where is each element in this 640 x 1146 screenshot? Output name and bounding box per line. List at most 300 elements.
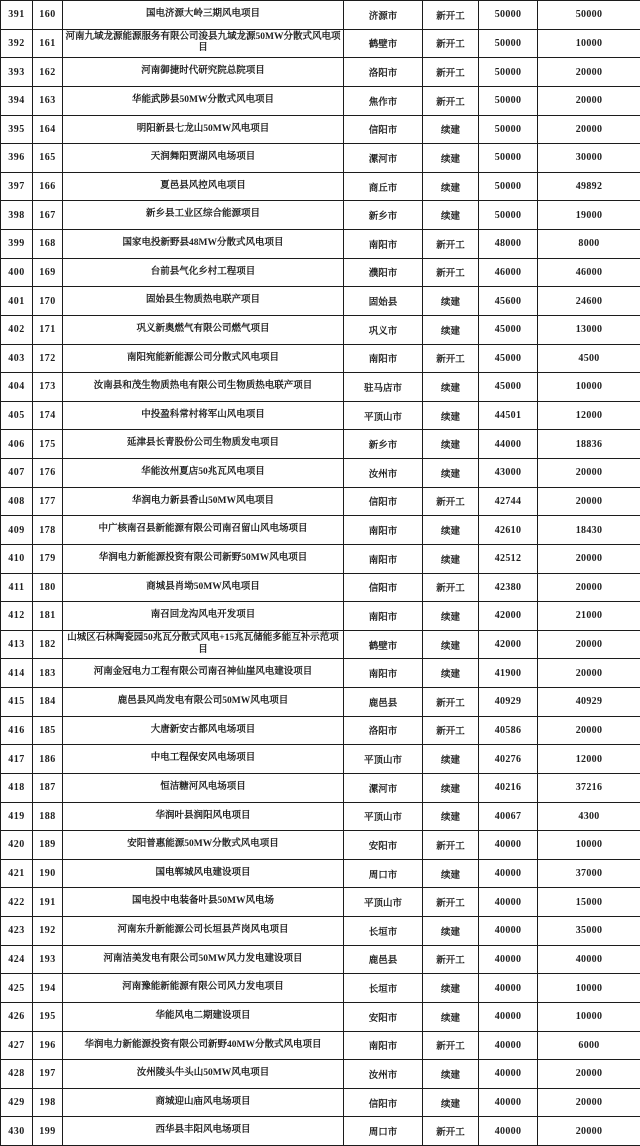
- table-row: [1, 688, 640, 717]
- table-row: [1, 745, 640, 774]
- serial-number-cell: 182: [33, 630, 63, 659]
- total-value-cell: 40216: [479, 773, 538, 802]
- project-name-cell: 恒洁糖河风电场项目: [63, 773, 344, 802]
- city-cell: 驻马店市: [344, 373, 423, 402]
- status-cell: 续建: [423, 201, 479, 230]
- city-cell: 信阳市: [344, 487, 423, 516]
- total-value-cell: 42000: [479, 602, 538, 631]
- total-value-cell: 40000: [479, 1060, 538, 1089]
- row-number-cell: 415: [1, 688, 33, 717]
- city-cell: 南阳市: [344, 1031, 423, 1060]
- city-cell: 南阳市: [344, 659, 423, 688]
- total-value-cell: 50000: [479, 172, 538, 201]
- total-value-cell: 48000: [479, 230, 538, 259]
- year-value-cell: 12000: [538, 745, 640, 774]
- serial-number-cell: 198: [33, 1088, 63, 1117]
- row-number-cell: 404: [1, 373, 33, 402]
- table-row: [1, 602, 640, 631]
- serial-number-cell: 197: [33, 1060, 63, 1089]
- year-value-cell: 40929: [538, 688, 640, 717]
- row-number-cell: 393: [1, 58, 33, 87]
- total-value-cell: 45600: [479, 287, 538, 316]
- status-cell: 续建: [423, 859, 479, 888]
- serial-number-cell: 165: [33, 144, 63, 173]
- city-cell: 南阳市: [344, 344, 423, 373]
- serial-number-cell: 188: [33, 802, 63, 831]
- status-cell: 新开工: [423, 29, 479, 58]
- project-name-cell: 国电郸城风电建设项目: [63, 859, 344, 888]
- serial-number-cell: 173: [33, 373, 63, 402]
- status-cell: 新开工: [423, 831, 479, 860]
- project-name-cell: 夏邑县风控风电项目: [63, 172, 344, 201]
- total-value-cell: 40000: [479, 917, 538, 946]
- project-name-cell: 汝南县和茂生物质热电有限公司生物质热电联产项目: [63, 373, 344, 402]
- row-number-cell: 427: [1, 1031, 33, 1060]
- city-cell: 信阳市: [344, 573, 423, 602]
- city-cell: 信阳市: [344, 1088, 423, 1117]
- project-name-cell: 鹿邑县风尚发电有限公司50MW风电项目: [63, 688, 344, 717]
- project-name-cell: 商城县肖坳50MW风电项目: [63, 573, 344, 602]
- serial-number-cell: 181: [33, 602, 63, 631]
- city-cell: 安阳市: [344, 831, 423, 860]
- status-cell: 续建: [423, 802, 479, 831]
- total-value-cell: 40000: [479, 859, 538, 888]
- row-number-cell: 430: [1, 1117, 33, 1146]
- status-cell: 新开工: [423, 58, 479, 87]
- row-number-cell: 395: [1, 115, 33, 144]
- total-value-cell: 40000: [479, 1117, 538, 1146]
- status-cell: 续建: [423, 745, 479, 774]
- year-value-cell: 30000: [538, 144, 640, 173]
- city-cell: 固始县: [344, 287, 423, 316]
- serial-number-cell: 194: [33, 974, 63, 1003]
- year-value-cell: 10000: [538, 29, 640, 58]
- total-value-cell: 44501: [479, 401, 538, 430]
- year-value-cell: 50000: [538, 1, 640, 30]
- table-row: [1, 315, 640, 344]
- status-cell: 新开工: [423, 688, 479, 717]
- city-cell: 商丘市: [344, 172, 423, 201]
- total-value-cell: 42610: [479, 516, 538, 545]
- total-value-cell: 40929: [479, 688, 538, 717]
- total-value-cell: 40000: [479, 945, 538, 974]
- status-cell: 新开工: [423, 1, 479, 30]
- table-row: [1, 945, 640, 974]
- status-cell: 续建: [423, 659, 479, 688]
- year-value-cell: 15000: [538, 888, 640, 917]
- serial-number-cell: 185: [33, 716, 63, 745]
- serial-number-cell: 177: [33, 487, 63, 516]
- year-value-cell: 37216: [538, 773, 640, 802]
- row-number-cell: 426: [1, 1002, 33, 1031]
- year-value-cell: 20000: [538, 1088, 640, 1117]
- year-value-cell: 20000: [538, 544, 640, 573]
- project-name-cell: 河南御捷时代研究院总院项目: [63, 58, 344, 87]
- total-value-cell: 40000: [479, 1002, 538, 1031]
- row-number-cell: 397: [1, 172, 33, 201]
- table-row: [1, 487, 640, 516]
- year-value-cell: 10000: [538, 373, 640, 402]
- table-row: [1, 29, 640, 58]
- project-name-cell: 商城迎山庙风电场项目: [63, 1088, 344, 1117]
- serial-number-cell: 168: [33, 230, 63, 259]
- year-value-cell: 4300: [538, 802, 640, 831]
- city-cell: 鹿邑县: [344, 688, 423, 717]
- status-cell: 续建: [423, 630, 479, 659]
- status-cell: 续建: [423, 115, 479, 144]
- status-cell: 续建: [423, 401, 479, 430]
- serial-number-cell: 195: [33, 1002, 63, 1031]
- city-cell: 漯河市: [344, 773, 423, 802]
- row-number-cell: 408: [1, 487, 33, 516]
- city-cell: 鹤壁市: [344, 630, 423, 659]
- city-cell: 长垣市: [344, 974, 423, 1003]
- total-value-cell: 46000: [479, 258, 538, 287]
- row-number-cell: 410: [1, 544, 33, 573]
- total-value-cell: 44000: [479, 430, 538, 459]
- year-value-cell: 37000: [538, 859, 640, 888]
- table-row: [1, 401, 640, 430]
- table-row: [1, 888, 640, 917]
- total-value-cell: 42000: [479, 630, 538, 659]
- year-value-cell: 40000: [538, 945, 640, 974]
- table-row: [1, 287, 640, 316]
- serial-number-cell: 163: [33, 86, 63, 115]
- total-value-cell: 40586: [479, 716, 538, 745]
- project-name-cell: 华润叶县润阳风电项目: [63, 802, 344, 831]
- total-value-cell: 50000: [479, 201, 538, 230]
- table-row: [1, 1031, 640, 1060]
- serial-number-cell: 164: [33, 115, 63, 144]
- serial-number-cell: 172: [33, 344, 63, 373]
- project-name-cell: 华润电力新能源投资有限公司新野50MW风电项目: [63, 544, 344, 573]
- project-name-cell: 南召回龙沟风电开发项目: [63, 602, 344, 631]
- table-row: [1, 201, 640, 230]
- serial-number-cell: 190: [33, 859, 63, 888]
- total-value-cell: 41900: [479, 659, 538, 688]
- city-cell: 长垣市: [344, 917, 423, 946]
- row-number-cell: 391: [1, 1, 33, 30]
- project-name-cell: 天润舞阳贾湖风电场项目: [63, 144, 344, 173]
- city-cell: 平顶山市: [344, 401, 423, 430]
- status-cell: 续建: [423, 459, 479, 488]
- city-cell: 济源市: [344, 1, 423, 30]
- year-value-cell: 20000: [538, 1117, 640, 1146]
- year-value-cell: 20000: [538, 659, 640, 688]
- year-value-cell: 21000: [538, 602, 640, 631]
- city-cell: 洛阳市: [344, 58, 423, 87]
- serial-number-cell: 186: [33, 745, 63, 774]
- year-value-cell: 20000: [538, 1060, 640, 1089]
- city-cell: 平顶山市: [344, 888, 423, 917]
- project-name-cell: 华能武陟县50MW分散式风电项目: [63, 86, 344, 115]
- serial-number-cell: 162: [33, 58, 63, 87]
- city-cell: 新乡市: [344, 430, 423, 459]
- year-value-cell: 18836: [538, 430, 640, 459]
- table-row: [1, 831, 640, 860]
- row-number-cell: 409: [1, 516, 33, 545]
- city-cell: 安阳市: [344, 1002, 423, 1031]
- table-row: [1, 773, 640, 802]
- total-value-cell: 50000: [479, 115, 538, 144]
- city-cell: 汝州市: [344, 1060, 423, 1089]
- city-cell: 洛阳市: [344, 716, 423, 745]
- project-name-cell: 河南东升新能源公司长垣县芦岗风电项目: [63, 917, 344, 946]
- row-number-cell: 405: [1, 401, 33, 430]
- total-value-cell: 45000: [479, 344, 538, 373]
- serial-number-cell: 180: [33, 573, 63, 602]
- table-row: [1, 573, 640, 602]
- status-cell: 新开工: [423, 1031, 479, 1060]
- total-value-cell: 42380: [479, 573, 538, 602]
- row-number-cell: 424: [1, 945, 33, 974]
- status-cell: 新开工: [423, 945, 479, 974]
- serial-number-cell: 166: [33, 172, 63, 201]
- city-cell: 周口市: [344, 859, 423, 888]
- year-value-cell: 10000: [538, 831, 640, 860]
- project-name-cell: 新乡县工业区综合能源项目: [63, 201, 344, 230]
- row-number-cell: 406: [1, 430, 33, 459]
- row-number-cell: 412: [1, 602, 33, 631]
- table-row: [1, 258, 640, 287]
- table-row: [1, 115, 640, 144]
- total-value-cell: 40000: [479, 974, 538, 1003]
- city-cell: 南阳市: [344, 230, 423, 259]
- row-number-cell: 419: [1, 802, 33, 831]
- year-value-cell: 20000: [538, 573, 640, 602]
- status-cell: 续建: [423, 172, 479, 201]
- project-name-cell: 国电投中电装备叶县50MW风电场: [63, 888, 344, 917]
- serial-number-cell: 171: [33, 315, 63, 344]
- city-cell: 巩义市: [344, 315, 423, 344]
- status-cell: 续建: [423, 373, 479, 402]
- project-name-cell: 国家电投新野县48MW分散式风电项目: [63, 230, 344, 259]
- serial-number-cell: 179: [33, 544, 63, 573]
- city-cell: 平顶山市: [344, 745, 423, 774]
- status-cell: 续建: [423, 315, 479, 344]
- status-cell: 新开工: [423, 1117, 479, 1146]
- table-row: [1, 917, 640, 946]
- year-value-cell: 6000: [538, 1031, 640, 1060]
- row-number-cell: 413: [1, 630, 33, 659]
- status-cell: 续建: [423, 1002, 479, 1031]
- serial-number-cell: 189: [33, 831, 63, 860]
- row-number-cell: 392: [1, 29, 33, 58]
- status-cell: 续建: [423, 287, 479, 316]
- serial-number-cell: 161: [33, 29, 63, 58]
- project-name-cell: 安阳普惠能源50MW分散式风电项目: [63, 831, 344, 860]
- row-number-cell: 399: [1, 230, 33, 259]
- year-value-cell: 12000: [538, 401, 640, 430]
- project-name-cell: 河南豫能新能源有限公司风力发电项目: [63, 974, 344, 1003]
- table-row: [1, 659, 640, 688]
- city-cell: 鹿邑县: [344, 945, 423, 974]
- project-name-cell: 明阳新县七龙山50MW风电项目: [63, 115, 344, 144]
- status-cell: 续建: [423, 1088, 479, 1117]
- status-cell: 续建: [423, 144, 479, 173]
- table-row: [1, 630, 640, 659]
- status-cell: 新开工: [423, 487, 479, 516]
- serial-number-cell: 174: [33, 401, 63, 430]
- year-value-cell: 46000: [538, 258, 640, 287]
- row-number-cell: 418: [1, 773, 33, 802]
- project-name-cell: 中投盈科常村将军山风电项目: [63, 401, 344, 430]
- project-name-cell: 华能风电二期建设项目: [63, 1002, 344, 1031]
- total-value-cell: 40000: [479, 1088, 538, 1117]
- year-value-cell: 4500: [538, 344, 640, 373]
- project-name-cell: 西华县丰阳风电场项目: [63, 1117, 344, 1146]
- total-value-cell: 40000: [479, 1031, 538, 1060]
- project-name-cell: 固始县生物质热电联产项目: [63, 287, 344, 316]
- row-number-cell: 420: [1, 831, 33, 860]
- row-number-cell: 417: [1, 745, 33, 774]
- year-value-cell: 8000: [538, 230, 640, 259]
- total-value-cell: 43000: [479, 459, 538, 488]
- table-row: [1, 716, 640, 745]
- total-value-cell: 42744: [479, 487, 538, 516]
- project-name-cell: 华润电力新县香山50MW风电项目: [63, 487, 344, 516]
- year-value-cell: 49892: [538, 172, 640, 201]
- city-cell: 汝州市: [344, 459, 423, 488]
- serial-number-cell: 199: [33, 1117, 63, 1146]
- serial-number-cell: 192: [33, 917, 63, 946]
- year-value-cell: 20000: [538, 630, 640, 659]
- table-row: [1, 459, 640, 488]
- row-number-cell: 423: [1, 917, 33, 946]
- city-cell: 濮阳市: [344, 258, 423, 287]
- serial-number-cell: 184: [33, 688, 63, 717]
- city-cell: 鹤壁市: [344, 29, 423, 58]
- year-value-cell: 20000: [538, 115, 640, 144]
- total-value-cell: 42512: [479, 544, 538, 573]
- row-number-cell: 401: [1, 287, 33, 316]
- city-cell: 南阳市: [344, 602, 423, 631]
- status-cell: 新开工: [423, 573, 479, 602]
- status-cell: 续建: [423, 917, 479, 946]
- total-value-cell: 40000: [479, 831, 538, 860]
- status-cell: 新开工: [423, 888, 479, 917]
- project-name-cell: 大唐新安古都风电场项目: [63, 716, 344, 745]
- serial-number-cell: 167: [33, 201, 63, 230]
- row-number-cell: 402: [1, 315, 33, 344]
- year-value-cell: 18430: [538, 516, 640, 545]
- project-name-cell: 汝州陵头牛头山50MW风电项目: [63, 1060, 344, 1089]
- row-number-cell: 394: [1, 86, 33, 115]
- table-row: [1, 1002, 640, 1031]
- year-value-cell: 20000: [538, 716, 640, 745]
- table-row: [1, 544, 640, 573]
- city-cell: 南阳市: [344, 516, 423, 545]
- row-number-cell: 414: [1, 659, 33, 688]
- table-row: [1, 1117, 640, 1146]
- serial-number-cell: 169: [33, 258, 63, 287]
- total-value-cell: 45000: [479, 373, 538, 402]
- status-cell: 续建: [423, 430, 479, 459]
- row-number-cell: 422: [1, 888, 33, 917]
- total-value-cell: 50000: [479, 144, 538, 173]
- serial-number-cell: 160: [33, 1, 63, 30]
- project-name-cell: 国电济源大岭三期风电项目: [63, 1, 344, 30]
- table-row: [1, 58, 640, 87]
- project-name-cell: 河南九域龙源能源服务有限公司浚县九域龙源50MW分散式风电项目: [63, 29, 344, 58]
- serial-number-cell: 187: [33, 773, 63, 802]
- table-row: [1, 859, 640, 888]
- city-cell: 信阳市: [344, 115, 423, 144]
- status-cell: 新开工: [423, 258, 479, 287]
- row-number-cell: 428: [1, 1060, 33, 1089]
- table-row: [1, 802, 640, 831]
- city-cell: 南阳市: [344, 544, 423, 573]
- project-name-cell: 中广核南召县新能源有限公司南召留山风电场项目: [63, 516, 344, 545]
- city-cell: 焦作市: [344, 86, 423, 115]
- table-row: [1, 144, 640, 173]
- project-name-cell: 山城区石林陶瓷园50兆瓦分散式风电+15兆瓦储能多能互补示范项目: [63, 630, 344, 659]
- project-name-cell: 中电工程保安风电场项目: [63, 745, 344, 774]
- row-number-cell: 411: [1, 573, 33, 602]
- year-value-cell: 20000: [538, 86, 640, 115]
- year-value-cell: 13000: [538, 315, 640, 344]
- status-cell: 续建: [423, 544, 479, 573]
- status-cell: 续建: [423, 974, 479, 1003]
- table-row: [1, 516, 640, 545]
- row-number-cell: 416: [1, 716, 33, 745]
- project-name-cell: 华润电力新能源投资有限公司新野40MW分散式风电项目: [63, 1031, 344, 1060]
- project-name-cell: 台前县气化乡村工程项目: [63, 258, 344, 287]
- serial-number-cell: 183: [33, 659, 63, 688]
- status-cell: 新开工: [423, 716, 479, 745]
- status-cell: 新开工: [423, 344, 479, 373]
- table-row: [1, 1088, 640, 1117]
- serial-number-cell: 176: [33, 459, 63, 488]
- row-number-cell: 398: [1, 201, 33, 230]
- year-value-cell: 20000: [538, 58, 640, 87]
- row-number-cell: 429: [1, 1088, 33, 1117]
- status-cell: 新开工: [423, 86, 479, 115]
- year-value-cell: 20000: [538, 487, 640, 516]
- row-number-cell: 425: [1, 974, 33, 1003]
- total-value-cell: 40276: [479, 745, 538, 774]
- total-value-cell: 45000: [479, 315, 538, 344]
- table-row: [1, 1, 640, 30]
- project-name-cell: 延津县长青股份公司生物质发电项目: [63, 430, 344, 459]
- total-value-cell: 40067: [479, 802, 538, 831]
- project-name-cell: 河南金冠电力工程有限公司南召神仙崖风电建设项目: [63, 659, 344, 688]
- row-number-cell: 400: [1, 258, 33, 287]
- serial-number-cell: 196: [33, 1031, 63, 1060]
- table-body: [1, 1, 640, 1146]
- project-name-cell: 河南洁美发电有限公司50MW风力发电建设项目: [63, 945, 344, 974]
- serial-number-cell: 191: [33, 888, 63, 917]
- year-value-cell: 24600: [538, 287, 640, 316]
- city-cell: 新乡市: [344, 201, 423, 230]
- year-value-cell: 19000: [538, 201, 640, 230]
- project-name-cell: 华能汝州夏店50兆瓦风电项目: [63, 459, 344, 488]
- row-number-cell: 403: [1, 344, 33, 373]
- table-row: [1, 172, 640, 201]
- serial-number-cell: 178: [33, 516, 63, 545]
- table-row: [1, 230, 640, 259]
- status-cell: 续建: [423, 516, 479, 545]
- total-value-cell: 50000: [479, 29, 538, 58]
- status-cell: 新开工: [423, 230, 479, 259]
- table-row: [1, 974, 640, 1003]
- row-number-cell: 396: [1, 144, 33, 173]
- total-value-cell: 50000: [479, 1, 538, 30]
- total-value-cell: 40000: [479, 888, 538, 917]
- total-value-cell: 50000: [479, 86, 538, 115]
- project-name-cell: 南阳宛能新能源公司分散式风电项目: [63, 344, 344, 373]
- table-row: [1, 373, 640, 402]
